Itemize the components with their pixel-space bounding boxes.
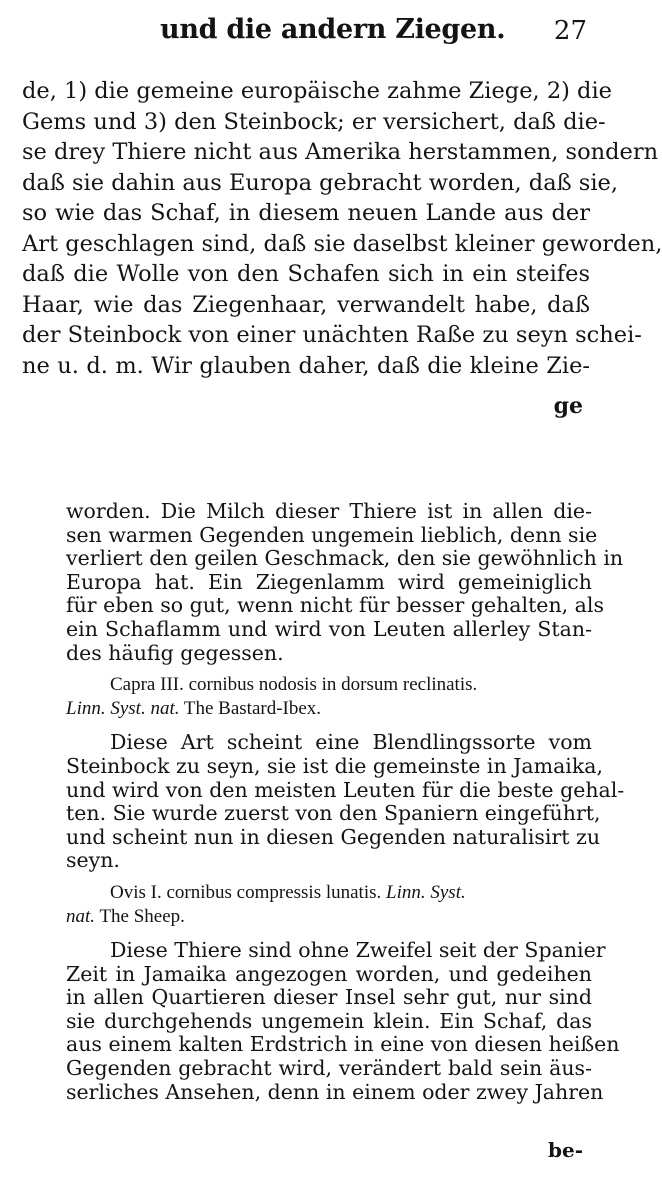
latin-name-italic: Linn. Syst.: [386, 881, 466, 903]
text-line: sie durchgehends ungemein klein. Ein Schaf, das: [66, 1008, 592, 1033]
text-line: Diese Thiere sind ohne Zweifel seit der Spanier: [110, 938, 606, 963]
text-line: Diese Art scheint eine Blendlingssorte vom: [110, 730, 592, 755]
text-line: daß sie dahin aus Europa gebracht worden, daß sie,: [22, 169, 619, 196]
spacer: [66, 665, 592, 673]
text-line: Gegenden gebracht wird, verändert bald sein äus-: [66, 1056, 592, 1081]
text-line: in allen Quartieren dieser Insel sehr gut, nur sind: [66, 985, 592, 1010]
text-line: Art geschlagen sind, daß sie daselbst kleiner geworden,: [22, 230, 662, 257]
lower-text-block: [66, 499, 625, 1104]
text-line: und scheint nun in diesen Gegenden naturalisirt zu: [66, 824, 601, 849]
text-line: de, 1) die gemeine europäische zahme Ziege, 2) die: [22, 78, 612, 104]
text-line: der Steinbock von einer unächten Raße zu seyn schei-: [22, 322, 642, 348]
text-line: Gems und 3) den Steinbock; er versichert, daß die-: [22, 108, 606, 135]
text-line: aus einem kalten Erdstrich in eine von diesen heißen: [66, 1032, 620, 1057]
text-line: Europa hat. Ein Ziegenlamm wird gemeiniglich: [66, 569, 592, 594]
text-line: und wird von den meisten Leuten für die beste gehal-: [66, 777, 625, 802]
latin-name-line: Capra III. cornibus nodosis in dorsum reclinatis.: [110, 674, 478, 696]
text-line: seyn.: [66, 848, 120, 873]
catchword-lower: be-: [547, 1138, 583, 1162]
latin-reference-rest: The Bastard-Ibex.: [179, 697, 322, 719]
latin-reference-line: [66, 905, 592, 929]
upper-text-block: [22, 76, 662, 381]
text-line: des häufig gegessen.: [66, 640, 284, 665]
text-line: serliches Ansehen, denn in einem oder zwey Jahren: [66, 1079, 604, 1104]
text-line: se drey Thiere nicht aus Amerika herstammen, sondern: [22, 139, 659, 165]
text-line: ne u. d. m. Wir glauben daher, daß die kleine Zie-: [22, 352, 590, 379]
running-head: [0, 14, 613, 54]
page-number: 27: [553, 16, 587, 46]
latin-name-line: [66, 881, 592, 905]
latin-reference-italic: nat.: [66, 905, 96, 927]
text-line: Haar, wie das Ziegenhaar, verwandelt habe, daß: [22, 291, 590, 318]
text-line: so wie das Schaf, in diesem neuen Lande aus der: [22, 200, 590, 226]
text-line: worden. Die Milch dieser Thiere ist in allen die-: [66, 499, 592, 523]
latin-name-main: Ovis I. cornibus compressis lunatis.: [110, 881, 387, 903]
latin-reference-rest: The Sheep.: [95, 905, 185, 927]
text-line: daß die Wolle von den Schafen sich in ein steifes: [22, 261, 590, 287]
running-title: und die andern Ziegen.: [160, 14, 506, 45]
text-line: sen warmen Gegenden ungemein lieblich, denn sie: [66, 522, 598, 547]
latin-reference-italic: Linn. Syst. nat.: [66, 697, 180, 719]
text-line: Steinbock zu seyn, sie ist die gemeinste in Jamaika,: [66, 753, 604, 778]
text-line: für eben so gut, wenn nicht für besser gehalten, als: [66, 593, 604, 618]
catchword-upper: ge: [553, 393, 583, 419]
spacer: [66, 873, 592, 881]
text-line: ein Schaflamm und wird von Leuten allerley Stan-: [66, 616, 592, 641]
text-line: verliert den geilen Geschmack, den sie gewöhnlich in: [66, 546, 624, 571]
latin-reference-line: [66, 697, 592, 721]
text-line: ten. Sie wurde zuerst von den Spaniern eingeführt,: [66, 801, 601, 826]
text-line: Zeit in Jamaika angezogen worden, und gedeihen: [66, 961, 592, 986]
